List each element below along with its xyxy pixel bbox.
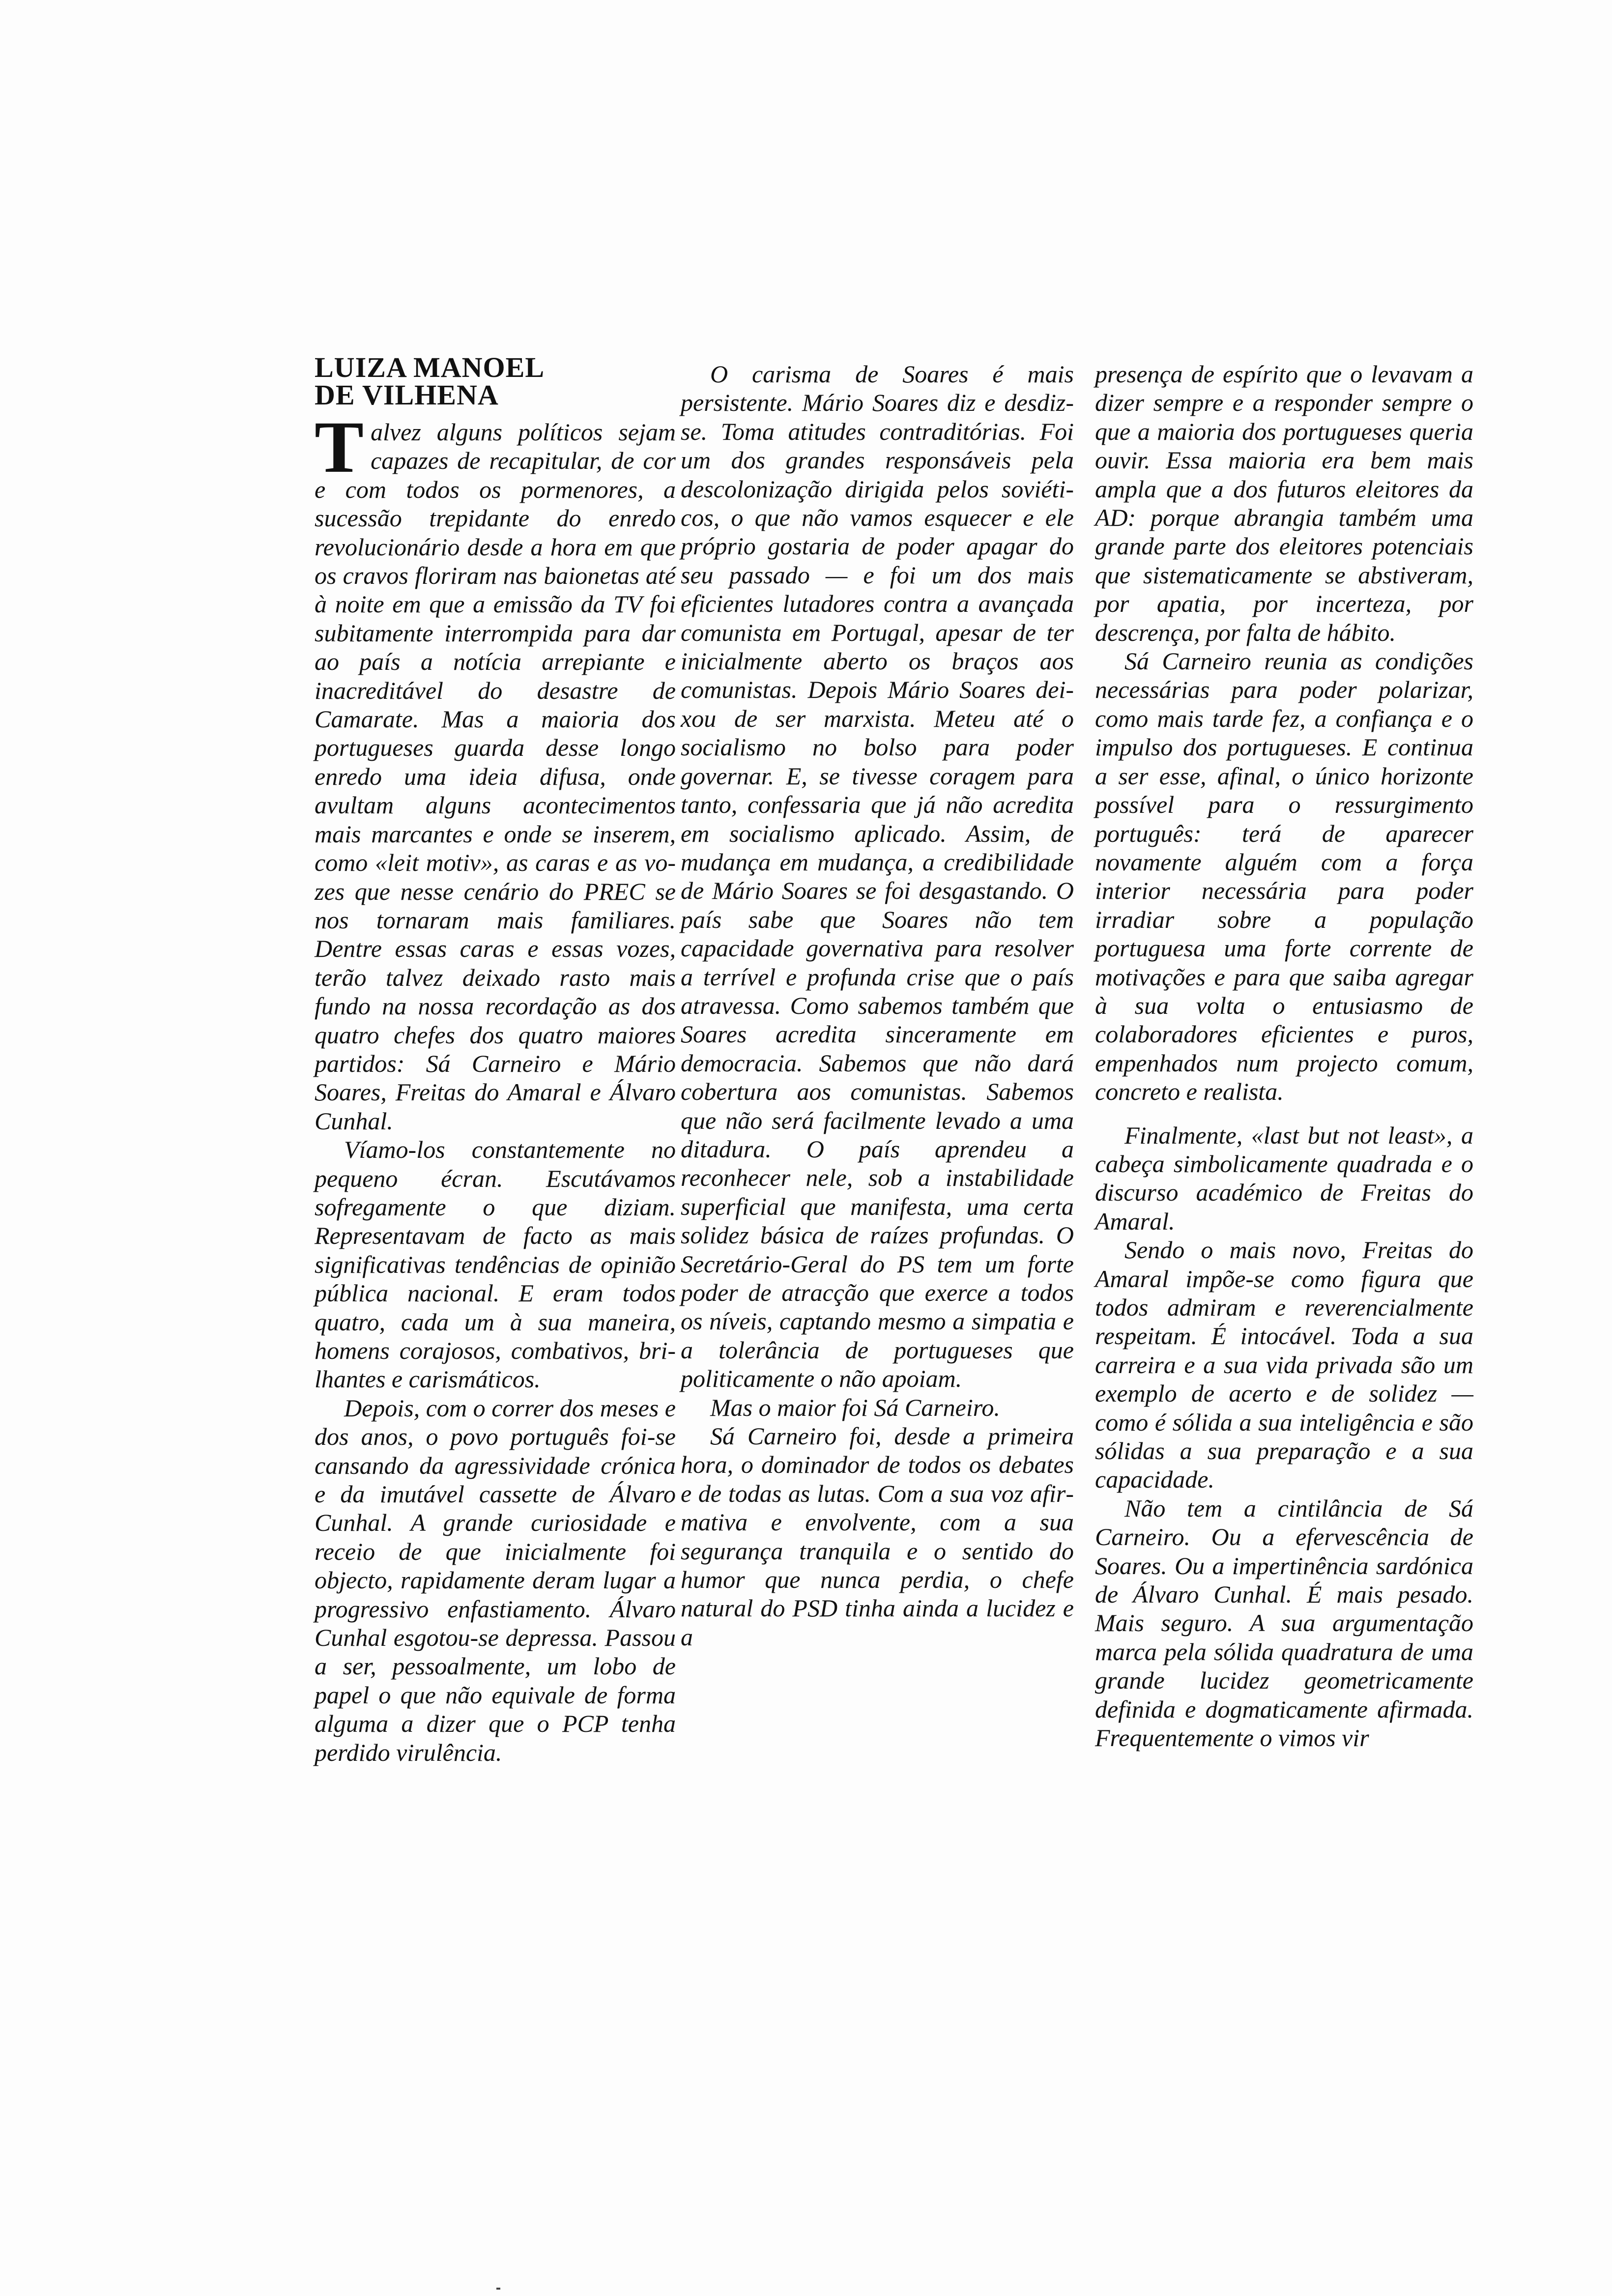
print-speck [496,2288,500,2290]
paragraph: presença de espírito que o levavam a dizer sempre e a responder sempre o que a maioria dos portugueses queria ouvir. Essa maioria era bem mais ampla que a dos futuros eleitores da AD: porque abrangia também uma grande parte dos eleitores potenciais que sistematicamente se abstiveram, por apatia, por incerteza, por descrença, por falta de hábito. [1095,360,1473,646]
paragraph: Mas o maior foi Sá Carneiro. [710,1393,1000,1421]
paragraph: Depois, com o correr dos meses e dos anos, o povo português foi-se cansando da agressividade crónica e da imutável cassette de Álvaro Cunhal. A grande curiosidade e receio de que inicialmente foi objecto, rapidamente deram lugar a progressivo enfastiamento. Álvaro Cunhal esgotou-se depressa. Passou a ser, pessoalmente, um lobo de papel o que não equivale de forma alguma a dizer que o PCP tenha perdido virulência. [315,1394,676,1766]
paragraph: Víamo-los constantemente no pequeno écran. Escutávamos sofregamente o que diziam. Representavam de facto as mais significativas tendências de opinião pública nacional. E eram todos quatro, cada um à sua maneira, homens corajosos, combativos, brilhantes e carismáticos. [315,1136,676,1393]
paragraph-text: alvez alguns políticos sejam capazes de recapitular, de cor e com todos os pormenores, a sucessão trepidante do enredo revolucionário desde a hora em que os cravos floriram nas baionetas até à noite em que a emissão da TV foi subitamente interrompida para dar ao país a notícia arrepiante e inacreditável do desastre de Camarate. Mas a maioria dos portugueses guarda desse longo enredo uma ideia difusa, onde avultam alguns acontecimentos mais marcantes e onde se inserem, como «leit motiv», as caras e as vozes que nesse cenário do PREC se nos tornaram mais familiares. Dentre essas caras e essas vozes, terão talvez deixado rasto mais fundo na nossa recordação as dos quatro chefes dos quatro maiores partidos: Sá Carneiro e Mário Soares, Freitas do Amaral e Álvaro Cunhal. [315,418,676,1135]
article-column-2 [681,360,1074,1651]
author-name-line-2: DE VILHENA [315,379,499,411]
paragraph: Sendo o mais novo, Freitas do Amaral impõe-se como figura que todos admiram e reverencialmente respeitam. É intocável. Toda a sua carreira e a sua vida privada são um exemplo de acerto e de solidez — como é sólida a sua inteligência e são sólidas a sua preparação e a sua capacidade. [1095,1236,1473,1493]
paragraph: Sá Carneiro reunia as condições necessárias para poder polarizar, como mais tarde fez, a confiança e o impulso dos portugueses. E continua a ser esse, afinal, o único horizonte possível para o ressurgimento português: terá de aparecer novamente alguém com a força interior necessária para poder irradiar sobre a população portuguesa uma forte corrente de motivações e para que saiba agregar à sua volta o entusiasmo de colaboradores eficientes e puros, empenhados num projecto comum, concreto e realista. [1095,647,1473,1106]
drop-cap: T [315,406,364,488]
paragraph: Não tem a cintilância de Sá Carneiro. Ou a efervescência de Soares. Ou a impertinência sardónica de Álvaro Cunhal. É mais pesado. Mais seguro. A sua argumentação marca pela sólida quadratura de uma grande lucidez geometricamente definida e dogmaticamente afirmada. Frequentemente o vimos vir [1095,1494,1473,1752]
author-name-line-1: LUIZA MANOEL [315,351,545,383]
paragraph [315,406,676,1135]
article-column-3 [1095,360,1473,1752]
article-column-1 [315,406,676,1767]
paragraph: O carisma de Soares é mais persistente. Mário Soares diz e desdiz-se. Toma atitudes contraditórias. Foi um dos grandes responsáveis pela descolonização dirigida pelos soviéticos, o que não vamos esquecer e ele próprio gostaria de poder apagar do seu passado — e foi um dos mais eficientes lutadores contra a avançada comunista em Portugal, apesar de ter inicialmente aberto os braços aos comunistas. Depois Mário Soares deixou de ser marxista. Meteu até o socialismo no bolso para poder governar. E, se tivesse coragem para tanto, confessaria que já não acredita em socialismo aplicado. Assim, de mudança em mudança, a credibilidade de Mário Soares se foi desgastando. O país sabe que Soares não tem capacidade governativa para resolver a terrível e profunda crise que o país atravessa. Como sabemos também que Soares acredita sinceramente em democracia. Sabemos que não dará cobertura aos comunistas. Sabemos que não será facilmente levado a uma ditadura. O país aprendeu a reconhecer nele, sob a instabilidade superficial que manifesta, uma certa solidez básica de raízes profundas. O Secretário-Geral do PS tem um forte poder de atracção que exerce a todos os níveis, captando mesmo a simpatia e a tolerância de portugueses que politicamente o não apoiam. [681,360,1074,1393]
paragraph: Finalmente, «last but not least», a cabeça simbolicamente quadrada e o discurso académico de Freitas do Amaral. [1095,1121,1473,1235]
author-byline [315,351,668,411]
paragraph: Sá Carneiro foi, desde a primeira hora, o dominador de todos os debates e de todas as lutas. Com a sua voz afirmativa e envolvente, com a sua segurança tranquila e o sentido do humor que nunca perdia, o chefe natural do PSD tinha ainda a lucidez e a [681,1422,1074,1651]
